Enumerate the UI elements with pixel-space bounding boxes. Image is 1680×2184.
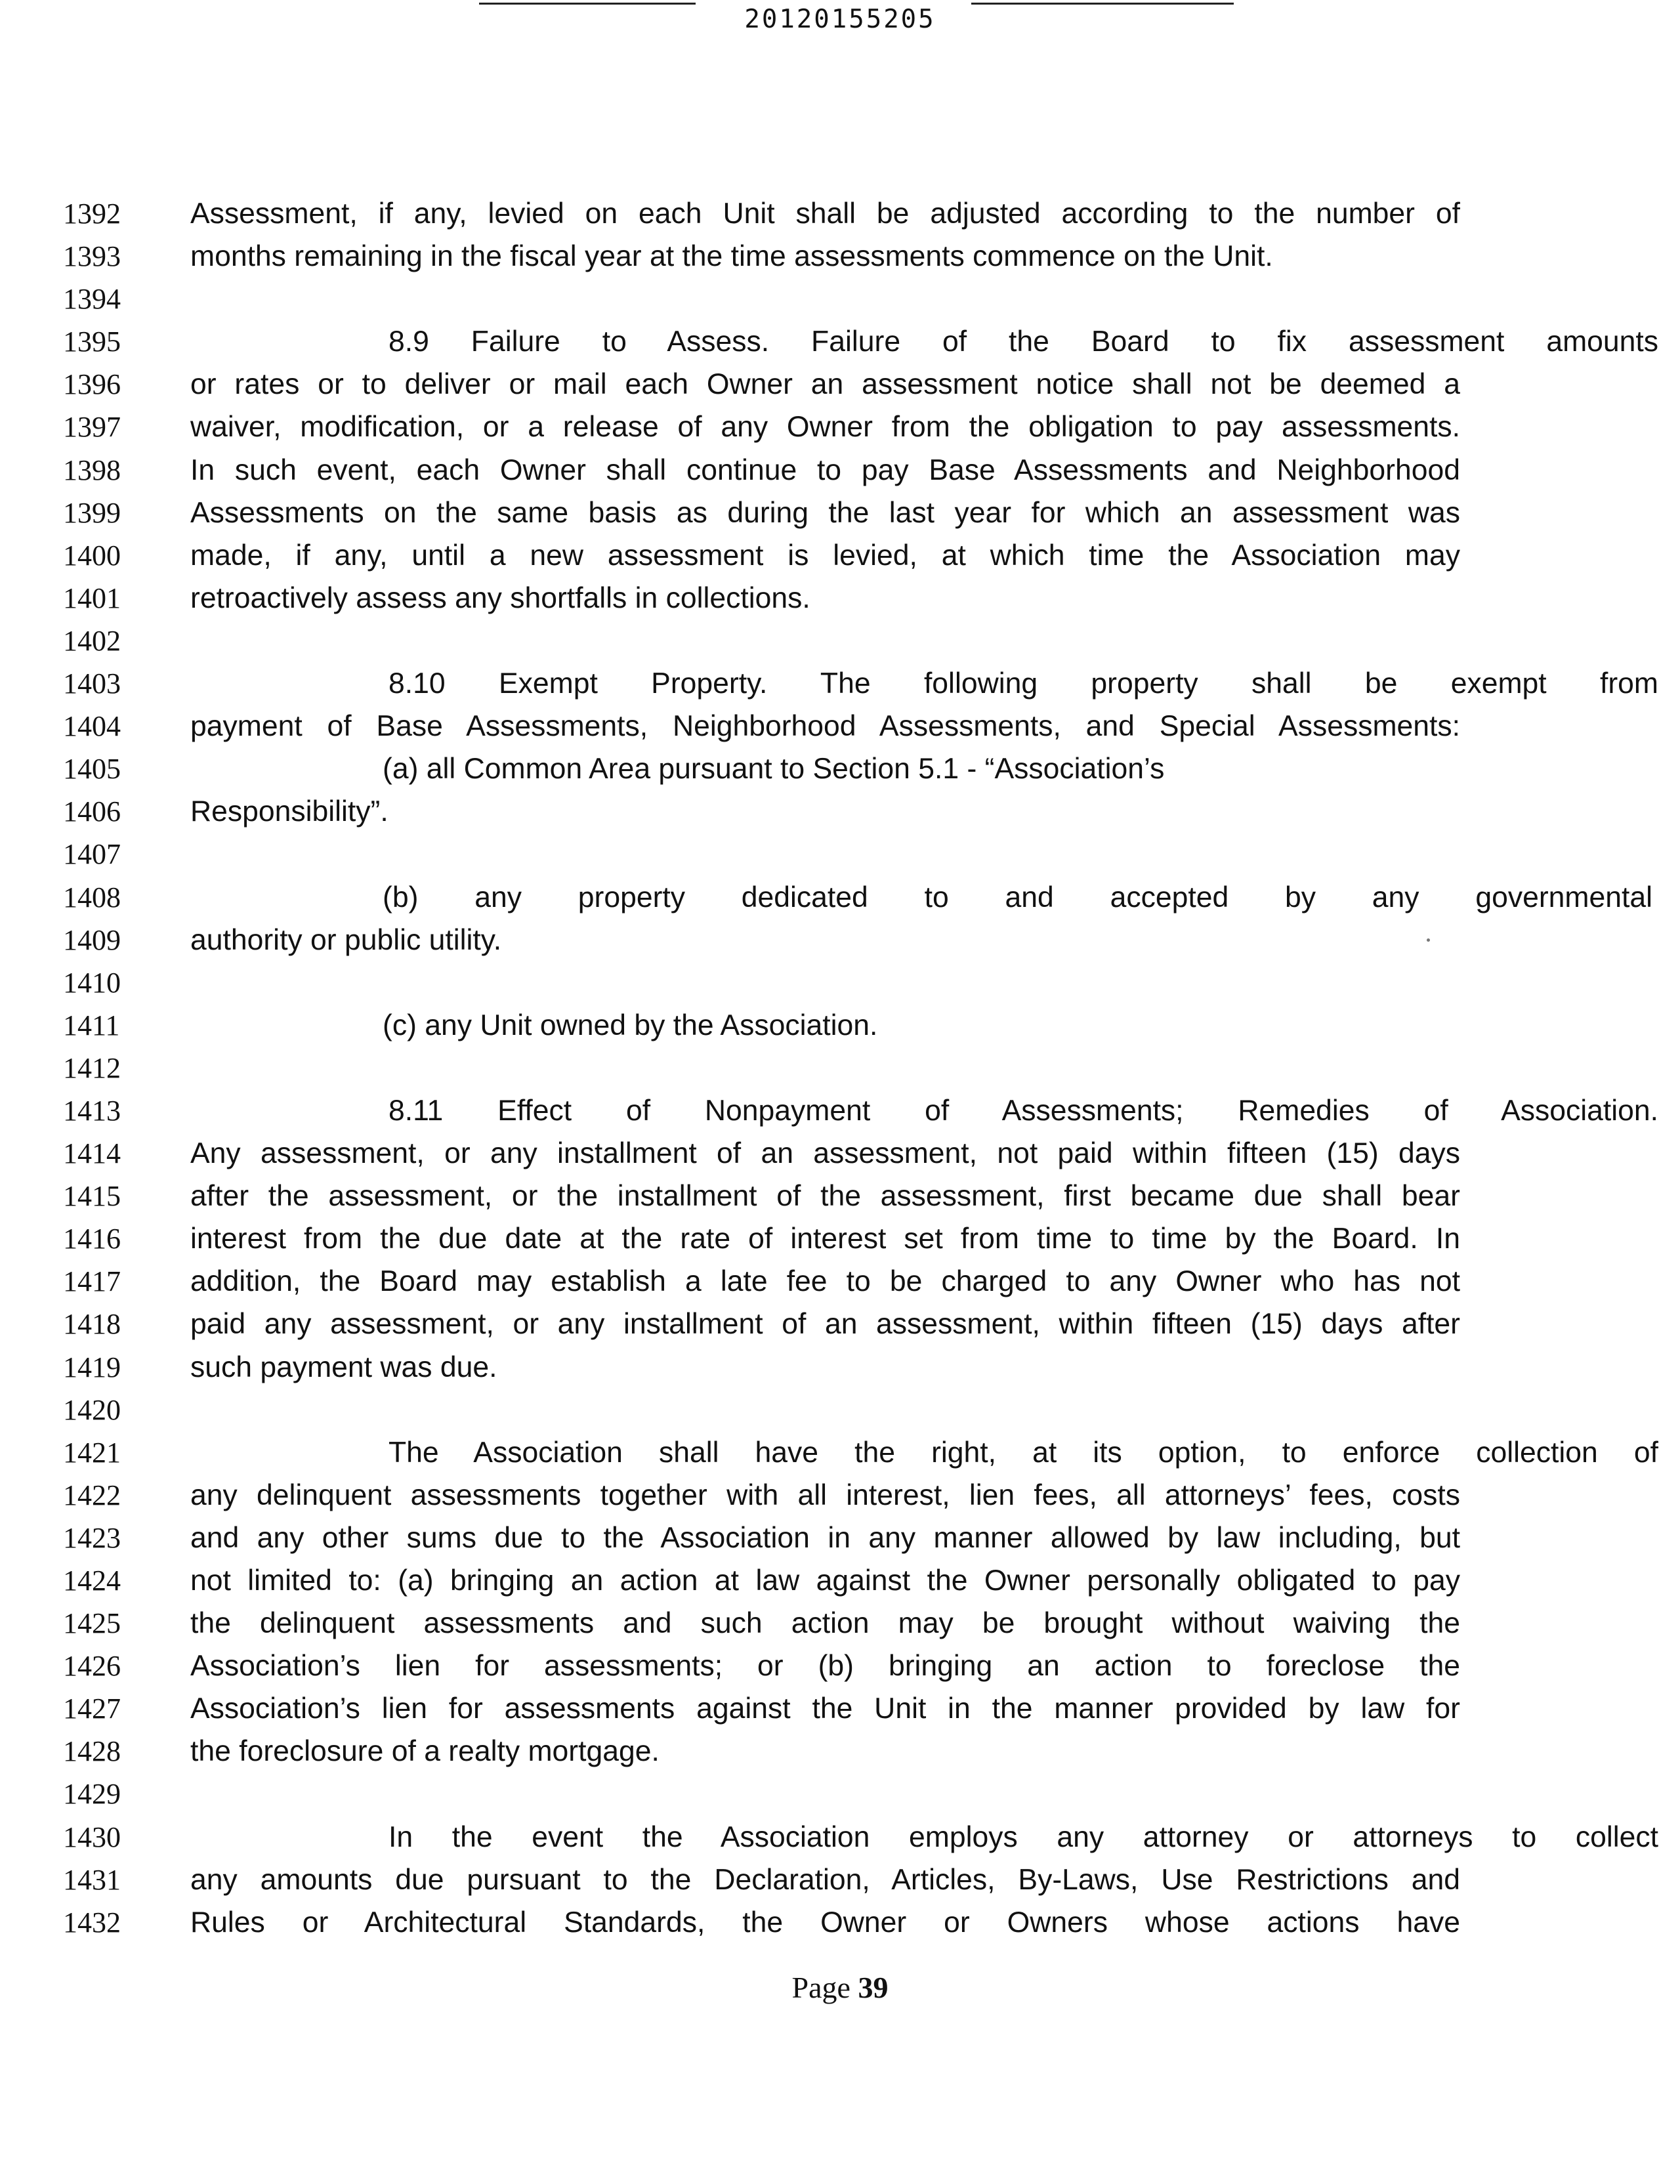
line-number: 1393 (63, 240, 121, 273)
line-text: months remaining in the fiscal year at the time assessments commence on the Unit. (190, 240, 1273, 273)
line-number: 1404 (63, 710, 121, 743)
line-text: such payment was due. (190, 1351, 497, 1383)
text-line (0, 1260, 1680, 1303)
numbered-text-body (0, 192, 1680, 1944)
text-line (0, 790, 1680, 833)
text-line (0, 1346, 1680, 1389)
text-line (0, 1389, 1680, 1431)
line-number: 1421 (63, 1436, 121, 1469)
line-text: retroactively assess any shortfalls in collections. (190, 581, 810, 614)
line-text: addition, the Board may establish a late fee to be charged to any Owner who has not (190, 1265, 1460, 1298)
text-line (0, 363, 1680, 406)
text-line (0, 449, 1680, 492)
line-number: 1406 (63, 795, 121, 828)
line-number: 1414 (63, 1137, 121, 1170)
line-number: 1407 (63, 838, 121, 871)
line-number: 1405 (63, 753, 121, 786)
line-text: made, if any, until a new assessment is levied, at which time the Association may (190, 539, 1460, 572)
line-number: 1423 (63, 1521, 121, 1554)
line-number: 1427 (63, 1692, 121, 1725)
text-line (0, 406, 1680, 448)
text-line (0, 620, 1680, 662)
line-number: 1398 (63, 453, 121, 486)
line-number: 1415 (63, 1180, 121, 1213)
line-text: 8.11 Effect of Nonpayment of Assessments; Remedies of Association. (388, 1094, 1658, 1127)
line-text: 8.9 Failure to Assess. Failure of the Board to fix assessment amounts (388, 326, 1658, 358)
text-line (0, 577, 1680, 620)
page-footer (0, 1970, 1680, 2005)
line-text: after the assessment, or the installment of the assessment, first became due shall bear (190, 1180, 1460, 1213)
line-number: 1400 (63, 539, 121, 572)
text-line (0, 1602, 1680, 1645)
line-text: (b) any property dedicated to and accepted by any governmental (383, 881, 1652, 914)
line-text: Assessment, if any, levied on each Unit shall be adjusted according to the number of (190, 198, 1460, 230)
line-text: interest from the due date at the rate of interest set from time to time by the Board. In (190, 1223, 1460, 1255)
line-number: 1396 (63, 368, 121, 401)
line-number: 1399 (63, 496, 121, 529)
line-number: 1425 (63, 1607, 121, 1640)
text-line (0, 1816, 1680, 1858)
scan-speck (1427, 938, 1430, 942)
text-line (0, 1858, 1680, 1901)
line-text: any delinquent assessments together with all interest, lien fees, all attorneys’ fees, costs (190, 1479, 1460, 1511)
line-text: the delinquent assessments and such action may be brought without waiving the (190, 1607, 1460, 1640)
text-line (0, 1431, 1680, 1474)
document-number: 20120155205 (0, 1, 1680, 38)
text-line (0, 1773, 1680, 1815)
text-line (0, 235, 1680, 278)
line-text: In such event, each Owner shall continue to pay Base Assessments and Neighborhood (190, 453, 1460, 486)
line-number: 1397 (63, 411, 121, 444)
text-line (0, 1132, 1680, 1175)
text-line (0, 1175, 1680, 1217)
line-text: the foreclosure of a realty mortgage. (190, 1735, 660, 1768)
line-number: 1419 (63, 1351, 121, 1383)
line-text: (a) all Common Area pursuant to Section 5.1 - “Association’s (383, 753, 1165, 786)
line-text: not limited to: (a) bringing an action at law against the Owner personally obligated to pay (190, 1564, 1460, 1597)
text-line (0, 278, 1680, 320)
line-number: 1426 (63, 1650, 121, 1683)
line-number: 1432 (63, 1906, 121, 1939)
page-label: Page (791, 1971, 850, 2004)
text-line (0, 1089, 1680, 1132)
page-number: 39 (858, 1971, 889, 2004)
text-line (0, 961, 1680, 1004)
text-line (0, 492, 1680, 534)
text-line (0, 1730, 1680, 1773)
line-text: In the event the Association employs any attorney or attorneys to collect (388, 1820, 1658, 1853)
line-number: 1402 (63, 624, 121, 657)
line-number: 1417 (63, 1265, 121, 1298)
line-number: 1429 (63, 1778, 121, 1811)
line-text: Responsibility”. (190, 795, 388, 828)
line-text: authority or public utility. (190, 923, 502, 956)
line-text: Rules or Architectural Standards, the Owner or Owners whose actions have (190, 1906, 1460, 1939)
line-text: paid any assessment, or any installment of an assessment, within fifteen (15) days after (190, 1308, 1460, 1341)
line-text: Any assessment, or any installment of an assessment, not paid within fifteen (15) days (190, 1137, 1460, 1170)
line-number: 1422 (63, 1479, 121, 1511)
line-number: 1403 (63, 667, 121, 700)
line-number: 1409 (63, 923, 121, 956)
line-number: 1394 (63, 283, 121, 316)
line-number: 1410 (63, 966, 121, 999)
text-line (0, 1004, 1680, 1047)
line-number: 1431 (63, 1863, 121, 1896)
line-number: 1413 (63, 1094, 121, 1127)
line-text: (c) any Unit owned by the Association. (383, 1009, 878, 1041)
line-text: Association’s lien for assessments against the Unit in the manner provided by law for (190, 1692, 1460, 1725)
text-line (0, 747, 1680, 790)
line-text: any amounts due pursuant to the Declaration, Articles, By-Laws, Use Restrictions and (190, 1863, 1460, 1896)
text-line (0, 1217, 1680, 1260)
line-number: 1424 (63, 1564, 121, 1597)
line-number: 1428 (63, 1735, 121, 1768)
text-line (0, 1901, 1680, 1944)
text-line (0, 192, 1680, 235)
line-number: 1408 (63, 881, 121, 914)
text-line (0, 320, 1680, 363)
line-number: 1395 (63, 326, 121, 358)
line-number: 1401 (63, 581, 121, 614)
line-text: waiver, modification, or a release of any Owner from the obligation to pay assessments. (190, 411, 1460, 444)
line-text: Association’s lien for assessments; or (b) bringing an action to foreclose the (190, 1650, 1460, 1683)
line-text: Assessments on the same basis as during the last year for which an assessment was (190, 496, 1460, 529)
text-line (0, 833, 1680, 875)
line-text: 8.10 Exempt Property. The following property shall be exempt from (388, 667, 1658, 700)
text-line (0, 1645, 1680, 1687)
text-line (0, 1517, 1680, 1559)
line-number: 1420 (63, 1393, 121, 1426)
line-number: 1392 (63, 198, 121, 230)
text-line (0, 1687, 1680, 1730)
line-number: 1430 (63, 1820, 121, 1853)
text-line (0, 1303, 1680, 1345)
line-number: 1411 (63, 1009, 120, 1041)
text-line (0, 662, 1680, 705)
line-number: 1416 (63, 1223, 121, 1255)
text-line (0, 1047, 1680, 1089)
line-text: and any other sums due to the Association in any manner allowed by law including, but (190, 1521, 1460, 1554)
text-line (0, 1474, 1680, 1517)
text-line (0, 534, 1680, 577)
line-text: or rates or to deliver or mail each Owner an assessment notice shall not be deemed a (190, 368, 1460, 401)
text-line (0, 705, 1680, 747)
text-line (0, 1559, 1680, 1602)
text-line (0, 876, 1680, 919)
line-number: 1418 (63, 1308, 121, 1341)
line-number: 1412 (63, 1051, 121, 1084)
line-text: The Association shall have the right, at its option, to enforce collection of (388, 1436, 1658, 1469)
line-text: payment of Base Assessments, Neighborhood Assessments, and Special Assessments: (190, 710, 1460, 743)
